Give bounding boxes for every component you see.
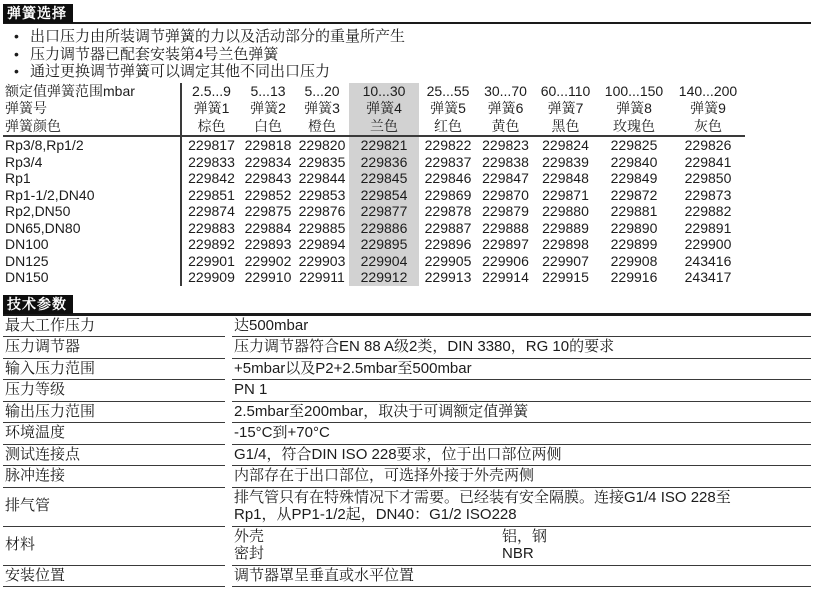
code-cell: 229836 <box>349 154 419 171</box>
code-cell: 229912 <box>349 269 419 286</box>
param-value-line: 排气管只有在特殊情况下才需要。已经装有安全隔膜。连接G1/4 ISO 228至 <box>234 488 731 506</box>
code-cell: 棕色 <box>181 118 241 137</box>
spring-section-header <box>3 4 811 24</box>
code-cell: 229839 <box>542 153 589 170</box>
code-cell: 243416 <box>684 252 732 269</box>
code-cell: 229835 <box>298 153 346 170</box>
tech-params-table <box>3 316 811 588</box>
code-cell: 229903 <box>298 252 346 269</box>
code-cell: 30...70 <box>484 82 527 99</box>
code-cell: 229876 <box>298 203 346 219</box>
spring-table-row <box>3 203 745 220</box>
param-label: 环境温度 <box>3 423 225 445</box>
param-row <box>3 487 811 526</box>
param-gap <box>225 466 232 488</box>
code-cell: 229882 <box>684 203 732 219</box>
param-pair-name: 密封 <box>234 545 265 562</box>
code-cell: 140...200 <box>678 82 738 99</box>
code-cell: 弹簧8 <box>616 100 652 116</box>
param-value <box>232 526 811 565</box>
code-cell: 弹簧4 <box>349 100 419 118</box>
code-cell: 229892 <box>181 236 241 253</box>
code-cell: 229888 <box>482 219 529 236</box>
param-value <box>232 487 811 526</box>
code-cell: 玫瑰色 <box>597 118 671 137</box>
param-row <box>3 444 811 466</box>
spring-header-row <box>3 83 745 101</box>
spring-table-row <box>3 269 745 286</box>
code-cell: 229820 <box>298 137 346 153</box>
code-cell: 弹簧7 <box>547 100 584 116</box>
code-cell: 229884 <box>244 219 292 236</box>
param-row <box>3 423 811 445</box>
param-gap <box>225 316 232 337</box>
code-cell: 黑色 <box>534 118 597 137</box>
code-cell: 229845 <box>349 170 419 187</box>
code-cell: 229873 <box>684 186 732 203</box>
code-cell: 229837 <box>424 153 472 170</box>
spring-table-row <box>3 154 745 171</box>
param-label: 安装位置 <box>3 565 225 587</box>
code-cell: 229908 <box>610 252 658 269</box>
code-cell: 229851 <box>181 187 241 204</box>
code-cell: 229889 <box>542 219 589 236</box>
code-cell: 229891 <box>684 219 732 236</box>
param-row <box>3 337 811 359</box>
code-cell: 229906 <box>482 252 529 269</box>
code-cell: 229902 <box>244 252 292 269</box>
spring-header-row <box>3 118 745 137</box>
code-cell: 229822 <box>424 137 472 153</box>
param-row <box>3 358 811 380</box>
code-cell: 5...13 <box>250 82 286 99</box>
param-gap <box>225 565 232 587</box>
spring-selection-table <box>3 83 745 286</box>
code-cell: 229914 <box>482 269 529 285</box>
code-cell: 2.5...9 <box>181 83 241 101</box>
param-gap <box>225 487 232 526</box>
code-cell: 229878 <box>424 203 472 219</box>
code-cell: 60...110 <box>540 82 591 99</box>
code-cell: 红色 <box>419 118 477 137</box>
param-row <box>3 316 811 337</box>
param-pair <box>234 528 811 546</box>
tech-section-title: 技术参数 <box>3 295 73 314</box>
code-cell: 229825 <box>610 137 658 153</box>
spring-header-row <box>3 100 745 118</box>
param-row <box>3 466 811 488</box>
code-cell: 229818 <box>244 137 292 153</box>
code-cell: 229874 <box>181 203 241 220</box>
code-cell: 229871 <box>542 186 589 203</box>
param-value-line: Rp1，从PP1-1/2起，DN40：G1/2 ISO228 <box>234 506 517 523</box>
code-cell: 100...150 <box>604 82 664 99</box>
param-value: 内部存在于出口部位，可选择外接于外壳两侧 <box>232 466 811 488</box>
row-label: 弹簧颜色 <box>3 118 181 137</box>
code-cell: 229897 <box>482 236 529 252</box>
code-cell: 弹簧5 <box>430 100 466 116</box>
code-cell: 229869 <box>424 186 472 203</box>
code-cell: 黄色 <box>477 118 534 137</box>
param-gap <box>225 444 232 466</box>
bullet-item: • 压力调节器已配套安装第4号兰色弹簧 <box>3 46 811 64</box>
code-cell: 229911 <box>299 269 345 285</box>
code-cell: 229899 <box>610 236 658 252</box>
code-cell: 229824 <box>542 137 589 153</box>
param-gap <box>225 337 232 359</box>
param-value: 2.5mbar至200mbar，取决于可调额定值弹簧 <box>232 401 811 423</box>
code-cell: 229846 <box>424 170 472 186</box>
code-cell: 229817 <box>181 136 241 154</box>
code-cell: 白色 <box>241 118 295 137</box>
code-cell: 弹簧3 <box>304 100 340 116</box>
bullet-item: • 出口压力由所装调节弹簧的力以及活动部分的重量所产生 <box>3 28 811 46</box>
tech-section-header <box>3 295 811 316</box>
code-cell: 229890 <box>610 219 658 236</box>
code-cell: 229849 <box>610 170 658 186</box>
spring-table-row <box>3 236 745 253</box>
code-cell: 229901 <box>181 253 241 270</box>
code-cell: 229885 <box>298 219 346 236</box>
code-cell: 229852 <box>244 186 292 203</box>
param-value: +5mbar以及P2+2.5mbar至500mbar <box>232 358 811 380</box>
code-cell: 229895 <box>349 236 419 253</box>
code-cell: 弹簧9 <box>690 100 726 116</box>
row-label: Rp3/8,Rp1/2 <box>5 137 84 153</box>
param-pair-value: 铝，钢 <box>502 527 548 545</box>
code-cell: 229844 <box>298 170 346 186</box>
code-cell: 229893 <box>244 236 292 252</box>
code-cell: 229833 <box>181 154 241 171</box>
row-label: DN65,DN80 <box>5 219 81 236</box>
spring-section-title: 弹簧选择 <box>3 4 73 23</box>
param-label: 输出压力范围 <box>3 401 225 423</box>
param-row <box>3 380 811 402</box>
param-gap <box>225 358 232 380</box>
code-cell: 229843 <box>244 170 292 186</box>
code-cell: 5...20 <box>304 82 340 99</box>
code-cell: 229847 <box>482 170 529 186</box>
param-row <box>3 565 811 587</box>
spring-bullets <box>3 28 811 81</box>
code-cell: 229896 <box>424 236 472 252</box>
code-cell: 弹簧6 <box>487 100 524 116</box>
param-label: 排气管 <box>3 487 225 526</box>
bullet-item: • 通过更换调节弹簧可以调定其他不同出口压力 <box>3 63 811 81</box>
code-cell: 229870 <box>482 186 529 203</box>
code-cell: 229915 <box>542 269 589 285</box>
code-cell: 229879 <box>482 203 529 219</box>
code-cell: 10...30 <box>349 83 419 101</box>
param-label: 输入压力范围 <box>3 358 225 380</box>
code-cell: 229883 <box>181 220 241 237</box>
param-label: 材料 <box>3 526 225 565</box>
param-pair <box>234 545 811 563</box>
row-label: Rp2,DN50 <box>5 203 71 219</box>
code-cell: 229826 <box>684 137 732 153</box>
code-cell: 229877 <box>349 203 419 220</box>
code-cell: 橙色 <box>295 118 349 137</box>
row-label: DN150 <box>5 269 49 285</box>
code-cell: 229872 <box>610 186 658 203</box>
param-gap <box>225 423 232 445</box>
row-label: Rp1-1/2,DN40 <box>5 186 95 203</box>
code-cell: 229841 <box>684 153 732 170</box>
row-label: DN100 <box>5 236 49 252</box>
row-label: 弹簧号 <box>5 100 47 116</box>
spring-table-row <box>3 220 745 237</box>
code-cell: 229853 <box>298 186 346 203</box>
param-gap <box>225 380 232 402</box>
code-cell: 229894 <box>298 236 346 252</box>
code-cell: 229842 <box>181 170 241 187</box>
row-label: 额定值弹簧范围mbar <box>5 82 135 99</box>
param-label: 测试连接点 <box>3 444 225 466</box>
code-cell: 229838 <box>482 153 529 170</box>
param-pair-value: NBR <box>502 545 534 562</box>
code-cell: 229848 <box>542 170 589 186</box>
code-cell: 229875 <box>244 203 292 219</box>
param-value: 压力调节器符合EN 88 A级2类，DIN 3380，RG 10的要求 <box>232 337 811 359</box>
row-label: Rp1 <box>5 170 31 186</box>
code-cell: 弹簧1 <box>181 100 241 118</box>
param-label: 压力调节器 <box>3 337 225 359</box>
code-cell: 229907 <box>542 252 589 269</box>
row-label: Rp3/4 <box>5 153 43 170</box>
spring-table-row <box>3 253 745 270</box>
param-label: 最大工作压力 <box>3 316 225 337</box>
param-pair-name: 外壳 <box>234 527 265 545</box>
code-cell: 229898 <box>542 236 589 252</box>
code-cell: 229887 <box>424 219 472 236</box>
code-cell: 229916 <box>610 269 658 285</box>
param-value: 达500mbar <box>232 316 811 337</box>
param-label: 压力等级 <box>3 380 225 402</box>
code-cell: 兰色 <box>349 118 419 137</box>
code-cell: 229881 <box>610 203 658 219</box>
code-cell: 229823 <box>482 137 529 153</box>
code-cell: 229910 <box>244 269 292 285</box>
param-gap <box>225 401 232 423</box>
param-value: PN 1 <box>232 380 811 402</box>
row-label: DN125 <box>5 252 49 269</box>
code-cell: 229909 <box>181 269 241 286</box>
spring-table-row <box>3 170 745 187</box>
code-cell: 229900 <box>684 236 732 252</box>
code-cell: 229904 <box>349 253 419 270</box>
param-label: 脉冲连接 <box>3 466 225 488</box>
spring-table-row <box>3 136 745 154</box>
code-cell: 229854 <box>349 187 419 204</box>
code-cell: 229886 <box>349 220 419 237</box>
param-value: 调节器罩呈垂直或水平位置 <box>232 565 811 587</box>
code-cell: 25...55 <box>426 82 470 99</box>
param-row <box>3 526 811 565</box>
code-cell: 弹簧2 <box>250 100 286 116</box>
param-value: G1/4，符合DIN ISO 228要求，位于出口部位两侧 <box>232 444 811 466</box>
code-cell: 229840 <box>610 153 658 170</box>
spring-table-row <box>3 187 745 204</box>
code-cell: 灰色 <box>671 118 745 137</box>
param-value: -15°C到+70°C <box>232 423 811 445</box>
code-cell: 229850 <box>684 170 732 186</box>
code-cell: 229834 <box>244 153 292 170</box>
code-cell: 229905 <box>424 252 472 269</box>
param-gap <box>225 526 232 565</box>
code-cell: 229880 <box>542 203 589 219</box>
code-cell: 243417 <box>684 269 732 285</box>
code-cell: 229913 <box>424 269 472 285</box>
param-row <box>3 401 811 423</box>
code-cell: 229821 <box>349 136 419 154</box>
